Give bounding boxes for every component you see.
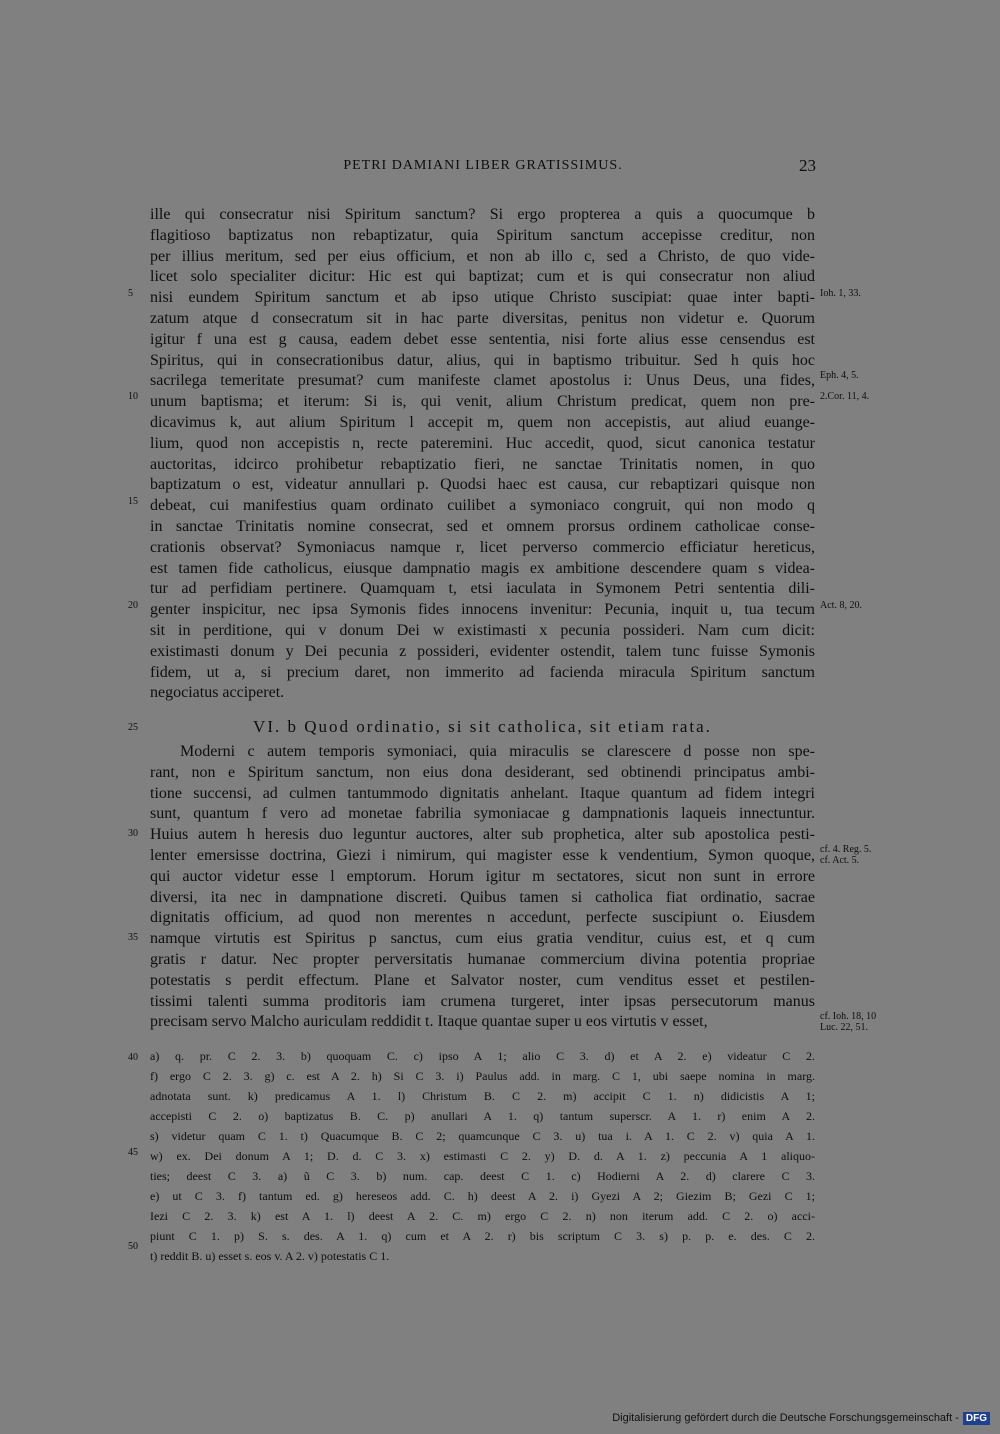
line-number: 5: [128, 288, 133, 299]
footnote-line: t) reddit B. u) esset s. eos v. A 2. v) potestatis C 1.: [150, 1249, 390, 1263]
text-line: genter inspicitur, nec ipsa Symonis fides innocens invenitur: Pecunia, inquit u, tua tecum: [150, 601, 815, 619]
dfg-credit-bar: [612, 1410, 990, 1426]
footnote-line: adnotata sunt. k) predicamus A 1. l) Christum B. C 2. m) accipit C 1. n) didicistis A 1;: [150, 1089, 815, 1103]
text-line: fidem, ut a, si precium daret, non immerito ad facienda miracula Spiritum sanctum: [150, 663, 815, 681]
text-line: existimasti donum y Dei pecunia z possideri, evidenter ostendit, talem tunc fuisse Symonis: [150, 642, 815, 660]
margin-reference: 2.Cor. 11, 4.: [820, 391, 870, 402]
text-line: debeat, cui manifestius quam ordinato cuilibet a symoniaco congruit, qui non modo q: [150, 497, 815, 515]
footnote-line: s) videtur quam C 1. t) Quacumque B. C 2; quamcunque C 3. u) tua i. A 1. C 2. v) quia A 1.: [150, 1129, 815, 1143]
text-line: tissimi talenti summa proditoris iam crumena turgeret, inter ipsas persecutorum manus: [150, 992, 815, 1010]
text-line: qui auctor videtur esse l emptorum. Horum igitur m sectatores, sicut non sunt in errore: [150, 867, 815, 885]
margin-reference: cf. 4. Reg. 5.: [820, 844, 872, 855]
line-number: 40: [128, 1052, 138, 1063]
text-line: sit in perditione, qui v donum Dei w existimasti x pecunia possideri. Nam cum dicit:: [150, 622, 815, 639]
text-line: nisi eundem Spiritum sanctum et ab ipso utique Christo suscipiat: quae inter bapti-: [150, 289, 815, 307]
line-number: 30: [128, 828, 138, 839]
text-line: in sanctae Trinitatis nomine consecrat, sed et omnem prorsus ordinem catholicae conse-: [150, 518, 815, 535]
footnote-line: accepisti C 2. o) baptizatus B. C. p) anullari A 1. q) tantum superscr. A 1. r) enim A 2.: [150, 1109, 815, 1123]
text-line: Moderni c autem temporis symoniaci, quia miraculis se clarescere d posse non spe-: [180, 743, 815, 760]
text-line: flagitioso baptizatus non rebaptizatur, quia Spiritum sanctum accepisse creditur, non: [150, 226, 815, 244]
text-line: namque virtutis est Spiritus p sanctus, cum eius gratia venditur, cuius est, et q cum: [150, 930, 815, 948]
text-line: sacrilega temeritate presumat? cum manifeste clamet apostolus i: Unus Deus, una fides,: [150, 372, 815, 390]
text-line: sunt, quantum f vero ad monetae fabrilia symoniacae g dampnationis laqueis innectuntur.: [150, 805, 815, 823]
text-line: crationis observat? Symoniacus namque r, licet perverso commercio efficiatur hereticus,: [150, 538, 815, 556]
text-line: potestatis s perdit effectum. Plane et Salvator noster, cum venditus esset et pestilen-: [150, 971, 815, 989]
text-line: per illius meritum, sed per eius officium, et non ab illo c, sed a Christo, de quo vide-: [150, 247, 815, 265]
margin-reference: Act. 8, 20.: [820, 600, 862, 611]
footnote-line: w) ex. Dei donum A 1; D. d. C 3. x) estimasti C 2. y) D. d. A 1. z) peccunia A 1 aliquo-: [150, 1149, 815, 1163]
text-line: est tamen fide catholicus, eiusque dampnatio magis ex ambitione descendere quam s videa-: [150, 559, 815, 577]
footnote-line: piunt C 1. p) S. s. des. A 1. q) cum et A 2. r) bis scriptum C 3. s) p. p. e. des. C 2.: [150, 1229, 815, 1243]
line-number: 20: [128, 600, 138, 611]
margin-reference: Ioh. 1, 33.: [820, 288, 861, 299]
text-line: ille qui consecratur nisi Spiritum sanctum? Si ergo propterea a quis a quocumque b: [150, 206, 815, 223]
page-header: [150, 158, 816, 180]
margin-reference: cf. Act. 5.: [820, 855, 860, 866]
line-number: 15: [128, 496, 138, 507]
margin-reference: Luc. 22, 51.: [820, 1022, 869, 1033]
text-line: dicavimus k, aut alium Spiritum l accepit m, quem non accepistis, aut aliud euange-: [150, 414, 815, 431]
footnote-line: f) ergo C 2. 3. g) c. est A 2. h) Si C 3. i) Paulus add. in marg. C 1, ubi saepe nomina in marg.: [150, 1069, 815, 1083]
text-line: diversi, ita nec in dampnatione discreti. Quibus tamen si catholica fiat ordinatio, sacrae: [150, 888, 815, 906]
text-line: licet solo specialiter dicitur: Hic est qui baptizat; cum et is qui consecratur non aliud: [150, 268, 815, 286]
text-line: zatum atque d consecratum sit in hac parte diversitas, penitus non videtur e. Quorum: [150, 310, 815, 327]
footnotes: [150, 1046, 815, 1266]
text-line: unum baptisma; et iterum: Si is, qui venit, alium Christum predicat, quem non pre-: [150, 393, 815, 411]
line-number: 25: [128, 722, 138, 733]
footnote-line: Iezi C 2. 3. k) est A 1. l) deest A 2. C. m) ergo C 2. n) non iterum add. C 2. o) acci-: [150, 1209, 815, 1223]
chapter-heading: VI. b Quod ordinatio, si sit catholica, sit etiam rata.: [253, 717, 712, 736]
text-line: precisam servo Malcho auriculam reddidit t. Itaque quantae super u eos virtutis v esset,: [150, 1013, 708, 1031]
line-number: 50: [128, 1241, 138, 1252]
text-line: lium, quod non accepistis n, recte pateremini. Huc accedit, quod, sicut canonica testatur: [150, 434, 815, 452]
footnote-line: ties; deest C 3. a) ũ C 3. b) num. cap. deest C 1. c) Hodierni A 2. d) clarere C 3.: [150, 1169, 815, 1183]
text-line: tur ad perfidiam pertinere. Quamquam t, etsi iaculata in Symonem Petri sententia dili-: [150, 580, 815, 598]
text-line: lenter emersisse doctrina, Giezi i nimirum, qui magister esse k vendentium, Symon quoque,: [150, 847, 815, 864]
margin-reference: Eph. 4, 5.: [820, 370, 859, 381]
text-line: igitur f una est g causa, eadem debet esse sententia, nisi forte alius esse censendus est: [150, 330, 815, 348]
text-line: dignitatis officium, ad quod non merentes n accedunt, perfecte suscipiunt o. Eiusdem: [150, 909, 815, 927]
text-line: baptizatum o est, videatur annullari p. Quodsi haec est causa, cur rebaptizari quisque non: [150, 476, 815, 494]
text-line: negociatus acciperet.: [150, 684, 285, 702]
text-line: Spiritus, qui in consecrationibus datur, alius, qui in baptismo tribuitur. Sed h quis hoc: [150, 351, 815, 369]
dfg-logo-icon: DFG: [963, 1412, 990, 1425]
text-line: tione succensi, ad culmen tantummodo dignitatis anhelant. Itaque quantum ad fidem integri: [150, 784, 815, 802]
line-number: 10: [128, 391, 138, 402]
running-head: PETRI DAMIANI LIBER GRATISSIMUS.: [343, 158, 623, 173]
credit-text: Digitalisierung gefördert durch die Deutsche Forschungsgemeinschaft -: [612, 1412, 959, 1424]
text-line: auctoritas, idcirco prohibetur rebaptizatio fieri, ne sanctae Trinitatis nomen, in quo: [150, 455, 815, 473]
line-number: 45: [128, 1147, 138, 1158]
text-line: rant, non e Spiritum sanctum, non eius dona desiderant, sed obtinendi principatus ambi-: [150, 763, 815, 781]
footnote-line: a) q. pr. C 2. 3. b) quoquam C. c) ipso A 1; alio C 3. d) et A 2. e) videatur C 2.: [150, 1049, 815, 1063]
footnote-line: e) ut C 3. f) tantum ed. g) hereseos add. C. h) deest A 2. i) Gyezi A 2; Giezim B; Gezi C 1;: [150, 1189, 815, 1203]
line-number: 35: [128, 932, 138, 943]
margin-reference: cf. Ioh. 18, 10: [820, 1011, 877, 1022]
page-number: 23: [799, 156, 816, 175]
text-line: gratis r datur. Nec propter perversitatis humanae commercium divina potentia propriae: [150, 951, 815, 968]
text-line: Huius autem h heresis duo leguntur auctores, alter sub prophetica, alter sub apostolica pesti-: [150, 826, 815, 844]
